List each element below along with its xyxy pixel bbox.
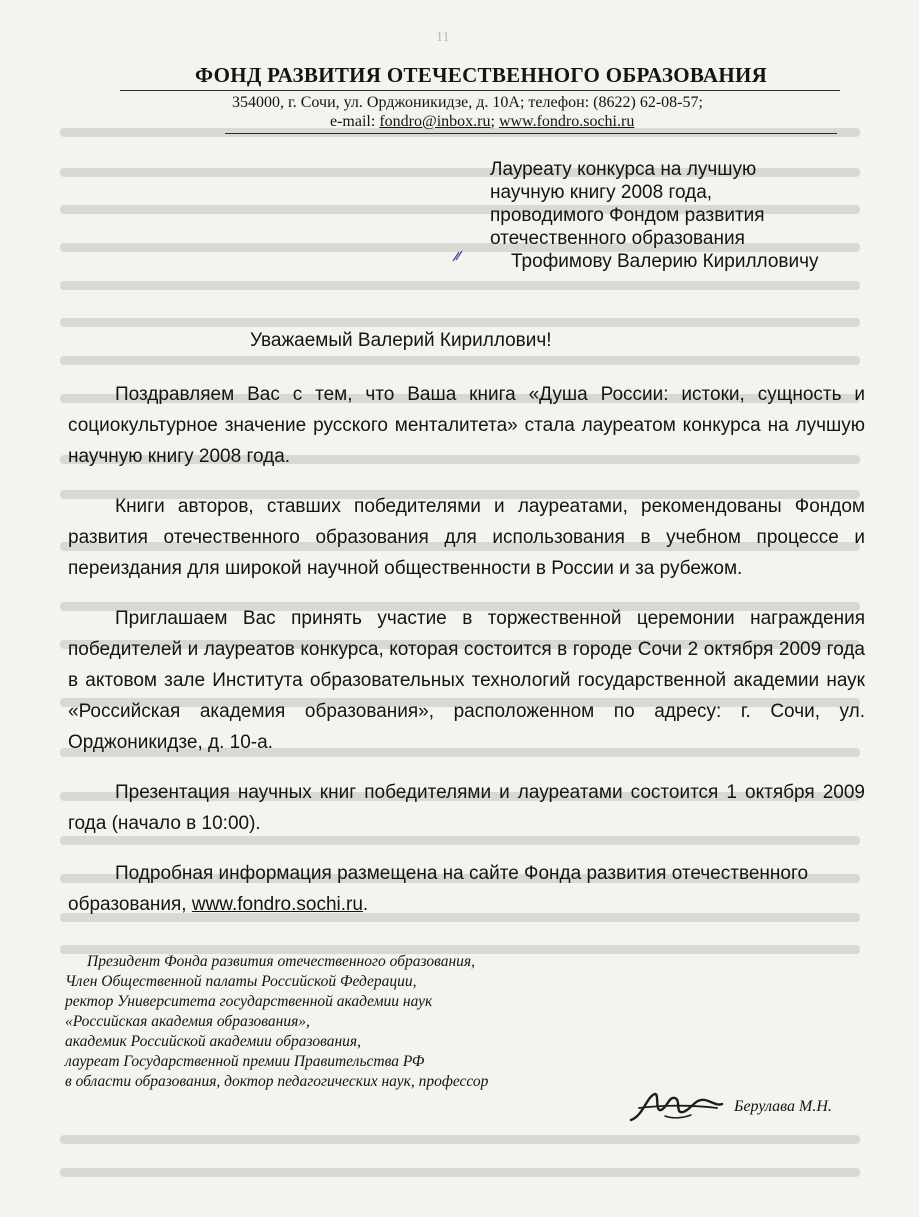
body-paragraph — [68, 858, 865, 920]
letter-body — [68, 379, 865, 939]
addressee-line: отечественного образования — [490, 228, 745, 249]
signature-title-line: в области образования, доктор педагогических наук, профессор — [65, 1073, 489, 1090]
addressee-line: Трофимову Валерию Кирилловичу — [511, 251, 819, 272]
handwritten-signature-icon — [625, 1086, 725, 1128]
addressee-line: проводимого Фондом развития — [490, 205, 765, 226]
signature-title-line: ректор Университета государственной академии наук — [65, 993, 433, 1010]
signature-title-line: академик Российской академии образования, — [65, 1033, 361, 1050]
email-link[interactable]: fondro@inbox.ru — [379, 113, 491, 130]
signature-title-line: «Российская академия образования», — [65, 1013, 310, 1030]
signatory-name: Берулава М.Н. — [734, 1098, 832, 1115]
body-paragraph: Поздравляем Вас с тем, что Ваша книга «Душа России: истоки, сущность и социокультурное значение русского менталитета» стала лауреатом конкурса на лучшую научную книгу 2008 года. — [68, 384, 865, 467]
signature-titles — [65, 952, 488, 1092]
body-paragraph: Презентация научных книг победителями и лауреатами состоится 1 октября 2009 года (начало в 10:00). — [68, 782, 865, 834]
letterhead-rule-bottom — [225, 133, 837, 134]
letterhead-title: ФОНД РАЗВИТИЯ ОТЕЧЕСТВЕННОГО ОБРАЗОВАНИЯ — [195, 63, 768, 87]
letterhead-address: 354000, г. Сочи, ул. Орджоникидзе, д. 10А; телефон: (8622) 62-08-57; — [232, 94, 703, 111]
pen-mark-icon — [451, 249, 465, 263]
page-number: 11 — [436, 30, 450, 45]
email-label: e-mail: — [330, 113, 380, 130]
salutation: Уважаемый Валерий Кириллович! — [250, 330, 552, 351]
body-paragraph: Книги авторов, ставших победителями и лауреатами, рекомендованы Фондом развития отечественного образования для использования в учебном процессе и переиздания для широкой научной общественности в России и за рубежом. — [68, 496, 865, 579]
signature-title-line: лауреат Государственной премии Правительства РФ — [65, 1053, 425, 1070]
addressee-line: Лауреату конкурса на лучшую — [490, 159, 757, 180]
body-paragraph: Приглашаем Вас принять участие в торжественной церемонии награждения победителей и лауреатов конкурса, которая состоится в городе Сочи 2 октября 2009 года в актовом зале Института образовательных технологий государственной академии наук «Российская академия образования», расположенном по адресу: г. Сочи, ул. Орджоникидзе, д. 10-а. — [68, 608, 865, 753]
letterhead-rule-top — [120, 90, 840, 91]
p5-end: . — [362, 894, 369, 915]
signature-title-line: Член Общественной палаты Российской Федерации, — [65, 973, 417, 990]
p5-text: Подробная информация размещена на сайте Фонда развития отечественного образования, — [68, 863, 809, 915]
contacts-separator: ; — [490, 113, 499, 130]
addressee-block — [490, 158, 819, 273]
website-link-body[interactable]: www.fondro.sochi.ru — [191, 894, 363, 915]
addressee-line: научную книгу 2008 года, — [490, 182, 713, 203]
signature-title-line: Президент Фонда развития отечественного образования, — [87, 953, 475, 970]
letterhead-contacts — [330, 113, 634, 131]
website-link[interactable]: www.fondro.sochi.ru — [498, 113, 635, 130]
